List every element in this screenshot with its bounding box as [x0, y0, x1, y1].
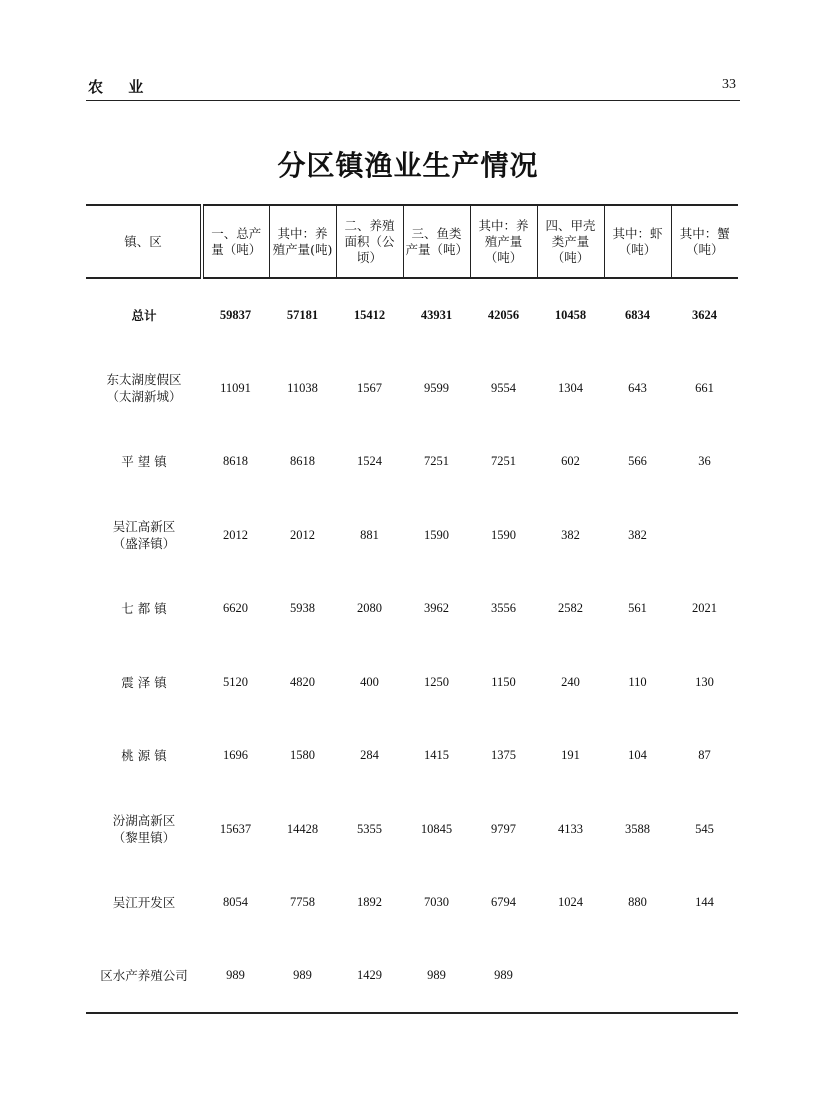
table-row [86, 719, 738, 793]
cell-value: 602 [561, 454, 580, 469]
table-row [86, 940, 738, 1014]
cell-value: 3588 [625, 821, 650, 836]
cell-value: 3624 [692, 307, 717, 322]
cell-value: 2012 [223, 527, 248, 542]
cell-value [671, 940, 738, 1014]
row-label: 桃 源 镇 [121, 748, 167, 764]
total-row [86, 278, 738, 352]
cell-value: 1590 [424, 527, 449, 542]
column-header: 镇、区 [86, 205, 202, 278]
cell-value: 59837 [219, 307, 252, 322]
cell-value: 7251 [491, 454, 516, 469]
cell-value: 5938 [290, 601, 315, 616]
cell-value: 7758 [290, 895, 315, 910]
cell-value: 9554 [491, 380, 516, 395]
row-label: 吴江开发区 [112, 895, 176, 911]
cell-value: 1375 [491, 748, 516, 763]
cell-value: 1696 [223, 748, 248, 763]
column-header: 三、鱼类产量（吨） [403, 205, 470, 278]
cell-value: 1150 [491, 674, 516, 689]
cell-value: 15637 [219, 821, 252, 836]
cell-value: 10458 [554, 307, 587, 322]
cell-value: 15412 [353, 307, 386, 322]
row-label: 汾湖高新区 （黎里镇） [112, 813, 176, 846]
cell-value: 87 [698, 748, 711, 763]
column-header: 一、总产量（吨） [202, 205, 269, 278]
cell-value: 7030 [424, 895, 449, 910]
cell-value: 2012 [290, 527, 315, 542]
cell-value: 3962 [424, 601, 449, 616]
row-label: 七 都 镇 [121, 601, 167, 617]
cell-value: 561 [628, 601, 647, 616]
page-number: 33 [722, 77, 736, 92]
cell-value: 382 [628, 527, 647, 542]
cell-value: 284 [360, 748, 379, 763]
column-header: 其中：虾（吨） [604, 205, 671, 278]
cell-value: 42056 [487, 307, 520, 322]
cell-value: 6794 [491, 895, 516, 910]
running-head-section: 农 业 [88, 78, 154, 96]
table-row [86, 793, 738, 867]
page-title: 分区镇渔业生产情况 [277, 149, 539, 182]
table-row [86, 499, 738, 573]
cell-value: 400 [360, 674, 379, 689]
table-row [86, 425, 738, 499]
cell-value: 7251 [424, 454, 449, 469]
cell-value: 8054 [223, 895, 248, 910]
cell-value: 4133 [558, 821, 583, 836]
cell-value: 57181 [286, 307, 319, 322]
cell-value: 43931 [420, 307, 453, 322]
cell-value: 8618 [223, 454, 248, 469]
cell-value: 130 [695, 674, 714, 689]
cell-value: 2080 [357, 601, 382, 616]
cell-value: 1304 [558, 380, 583, 395]
cell-value: 2582 [558, 601, 583, 616]
header-rule [86, 100, 740, 101]
table-row [86, 866, 738, 940]
cell-value: 1250 [424, 674, 449, 689]
cell-value: 6834 [625, 307, 650, 322]
cell-value: 8618 [290, 454, 315, 469]
cell-value: 10845 [420, 821, 453, 836]
cell-value: 14428 [286, 821, 319, 836]
cell-value: 880 [628, 895, 647, 910]
row-label: 震 泽 镇 [121, 674, 167, 690]
fishery-production-table [86, 204, 738, 1014]
cell-value: 989 [427, 968, 446, 983]
cell-value: 6620 [223, 601, 248, 616]
cell-value: 104 [628, 748, 647, 763]
cell-value: 989 [293, 968, 312, 983]
cell-value: 144 [695, 895, 714, 910]
cell-value: 11091 [220, 380, 251, 395]
table-row [86, 572, 738, 646]
column-header: 其中：蟹（吨） [671, 205, 738, 278]
cell-value: 1524 [357, 454, 382, 469]
cell-value: 1024 [558, 895, 583, 910]
table-row [86, 352, 738, 426]
cell-value: 1415 [424, 748, 449, 763]
table-row [86, 646, 738, 720]
row-label: 平 望 镇 [121, 454, 167, 470]
cell-value: 240 [561, 674, 580, 689]
cell-value: 110 [628, 674, 647, 689]
cell-value: 1580 [290, 748, 315, 763]
cell-value: 5355 [357, 821, 382, 836]
cell-value [537, 940, 604, 1014]
cell-value: 661 [695, 380, 714, 395]
column-header: 四、甲壳类产量（吨） [537, 205, 604, 278]
cell-value: 4820 [290, 674, 315, 689]
cell-value: 1429 [357, 968, 382, 983]
cell-value: 1590 [491, 527, 516, 542]
column-header: 其中：养殖产量（吨） [470, 205, 537, 278]
cell-value: 1567 [357, 380, 382, 395]
cell-value: 9797 [491, 821, 516, 836]
table-header-row [86, 205, 738, 278]
cell-value: 2021 [692, 601, 717, 616]
cell-value: 9599 [424, 380, 449, 395]
cell-value: 643 [628, 380, 647, 395]
cell-value: 11038 [287, 380, 318, 395]
cell-value: 881 [360, 527, 379, 542]
cell-value [671, 499, 738, 573]
cell-value [604, 940, 671, 1014]
row-label: 总计 [131, 307, 157, 323]
cell-value: 36 [698, 454, 711, 469]
row-label: 东太湖度假区 （太湖新城） [106, 372, 182, 405]
cell-value: 5120 [223, 674, 248, 689]
cell-value: 191 [561, 748, 580, 763]
cell-value: 989 [226, 968, 245, 983]
cell-value: 545 [695, 821, 714, 836]
cell-value: 989 [494, 968, 513, 983]
row-label: 区水产养殖公司 [100, 968, 188, 984]
cell-value: 3556 [491, 601, 516, 616]
column-header: 二、养殖面积（公顷） [336, 205, 403, 278]
cell-value: 382 [561, 527, 580, 542]
cell-value: 1892 [357, 895, 382, 910]
column-header: 其中：养殖产量(吨) [269, 205, 336, 278]
row-label: 吴江高新区 （盛泽镇） [112, 519, 176, 552]
cell-value: 566 [628, 454, 647, 469]
